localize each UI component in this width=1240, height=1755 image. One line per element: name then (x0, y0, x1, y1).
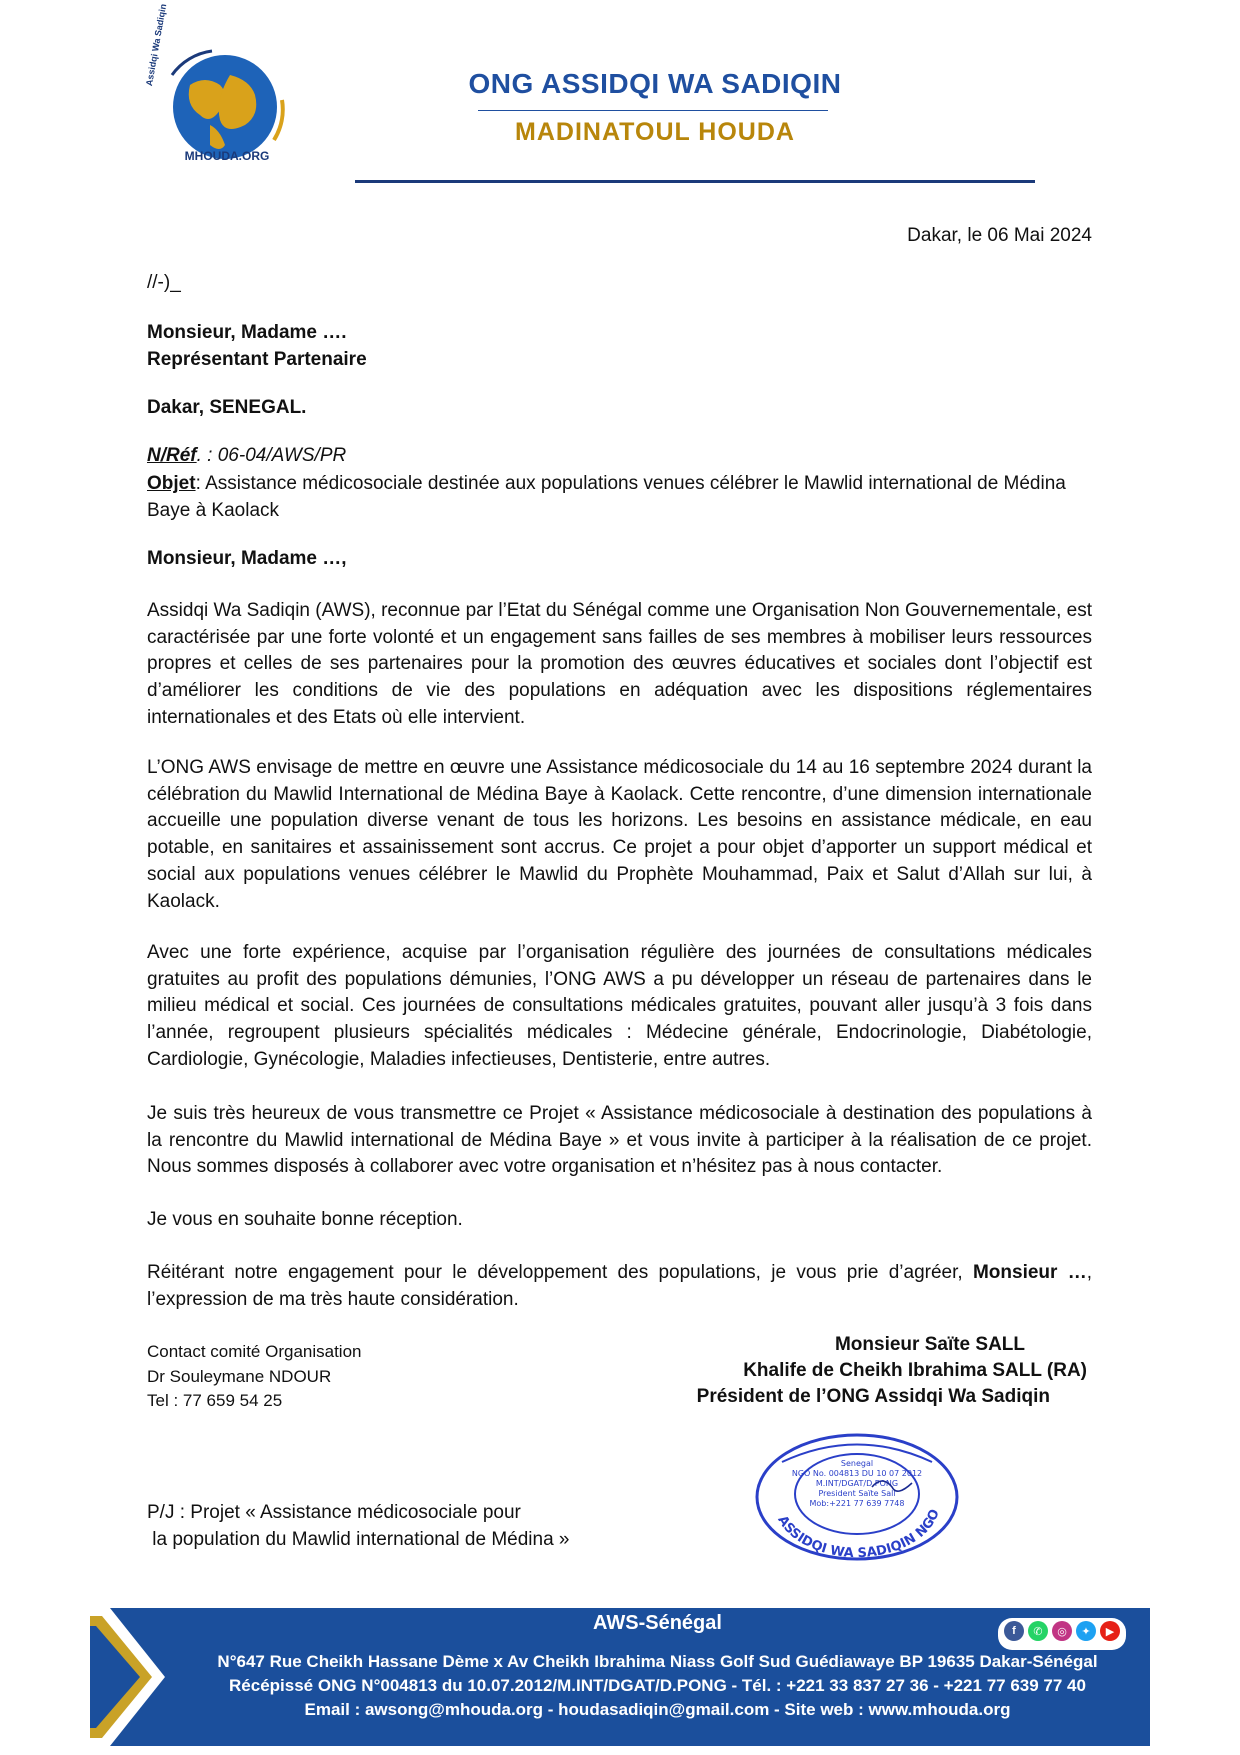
paragraph-invitation: Je suis très heureux de vous transmettre ce Projet « Assistance médicosociale à destination des populations à la rencontre du Mawlid international de Médina Baye » et vous invite à participer à la réalisation de ce projet. Nous sommes disposés à collaborer avec votre organisation et n’hésitez pas à nous contacter. (147, 1103, 1092, 1178)
attachment-line-2: la population du Mawlid international de Médina » (147, 1528, 570, 1550)
our-reference (147, 445, 346, 467)
footer-chevron (90, 1608, 165, 1746)
salutation: Monsieur, Madame …, (147, 548, 347, 569)
signature-block (640, 1332, 1090, 1410)
org-name-divider (478, 110, 828, 111)
subject-line (147, 471, 1092, 524)
stamp-line-3: M.INT/DGAT/D.PONG (815, 1479, 899, 1488)
footer-contacts: Email : awsong@mhouda.org - houdasadiqin@gmail.com - Site web : www.mhouda.org (304, 1700, 1011, 1719)
closing-text-a: Réitérant notre engagement pour le développement des populations, je vous prie d’agréer, (147, 1262, 973, 1283)
letter-date: Dakar, le 06 Mai 2024 (907, 225, 1092, 246)
contact-phone: Tel : 77 659 54 25 (147, 1391, 283, 1410)
paragraph-experience: Avec une forte expérience, acquise par l’organisation régulière des journées de consultations médicales gratuites au profit des populations démunies, l’ONG AWS a pu développer un réseau de partenaires dans le milieu médical et social. Ces journées de consultations médicales gratuites, pouvant aller jusqu’à 3 fois dans l’année, regroupent plusieurs spécialités médicales : Médecine générale, Endocrinologie, Diabétologie, Cardiologie, Gynécologie, Maladies infectieuses, Dentisterie, entre autres. (147, 942, 1092, 1070)
contact-block (147, 1340, 362, 1414)
official-stamp (752, 1432, 962, 1562)
paragraph-intro: Assidqi Wa Sadiqin (AWS), reconnue par l’Etat du Sénégal comme une Organisation Non Gouvernementale, est caractérisée par une forte volonté et un engagement sans failles de ses membres à mobiliser leurs ressources propres et celles de ses partenaires pour la promotion des œuvres éducatives et sociales dont l’objectif est d’améliorer les conditions de vie des populations en adéquation avec les dispositions réglementaires internationales et des Etats où elle intervient. (147, 600, 1092, 728)
footer-registration: Récépissé ONG N°004813 du 10.07.2012/M.INT/DGAT/D.PONG - Tél. : +221 33 837 27 36 - +221 77 639 77 40 (229, 1676, 1086, 1695)
social-icons (998, 1618, 1126, 1650)
stamp-line-1: Senegal (840, 1459, 874, 1468)
twitter-icon[interactable]: ✦ (1076, 1621, 1096, 1641)
facebook-icon[interactable]: f (1004, 1621, 1024, 1641)
recipient-title: Représentant Partenaire (147, 348, 367, 370)
stamp-line-4: President Saïte Sall (818, 1489, 896, 1498)
attachment-line-1: P/J : Projet « Assistance médicosociale pour (147, 1502, 521, 1523)
nref-label: N/Réf (147, 445, 197, 466)
reference-code: //-)_ (147, 272, 181, 293)
subject-text: : Assistance médicosociale destinée aux populations venues célébrer le Mawlid international de Médina Baye à Kaolack (147, 473, 1066, 521)
recipient-block (147, 320, 367, 373)
org-subtitle: MADINATOUL HOUDA (515, 118, 795, 146)
closing-addressee: Monsieur … (972, 1262, 1087, 1283)
stamp-line-2: NGO No. 004813 DU 10 07 2012 (791, 1469, 923, 1478)
nref-value: . : 06-04/AWS/PR (196, 445, 347, 466)
footer-address: N°647 Rue Cheikh Hassane Dème x Av Cheikh Ibrahima Niass Golf Sud Guédiawaye BP 19635 Dakar-Sénégal (217, 1652, 1098, 1671)
header-rule (355, 180, 1035, 183)
org-logo (144, 3, 300, 180)
recipient-city: Dakar, SENEGAL. (147, 397, 307, 418)
stamp-line-5: Mob:+221 77 639 7748 (809, 1499, 905, 1508)
instagram-icon[interactable]: ◎ (1052, 1621, 1072, 1641)
stamp-ring-text: ASSIDQI WA SADIQIN NGO (774, 1507, 943, 1562)
paragraph-project: L’ONG AWS envisage de mettre en œuvre une Assistance médicosociale du 14 au 16 septembre 2024 durant la célébration du Mawlid International de Médina Baye à Kaolack. Cette rencontre, d’une dimension internationale accueille une population diverse venant de tous les horizons. Les besoins en assistance médicale, en eau potable, en sanitaires et assainissement sont accrus. Ce projet a pour objet d’apporter un support médical et social aux populations venues célébrer le Mawlid du Prophète Mouhammad, Paix et Salut d’Allah sur lui, à Kaolack. (147, 757, 1092, 912)
footer-title: AWS-Sénégal (593, 1612, 722, 1634)
paragraph-reception: Je vous en souhaite bonne réception. (147, 1209, 463, 1230)
signer-name: Monsieur Saïte SALL (834, 1334, 1025, 1355)
subject-label: Objet (147, 473, 196, 494)
logo-bottom-text: MHOUDA.ORG (184, 149, 270, 163)
youtube-icon[interactable]: ▶ (1100, 1621, 1120, 1641)
contact-title: Contact comité Organisation (147, 1342, 362, 1361)
recipient-name: Monsieur, Madame …. (147, 322, 347, 343)
paragraph-closing (147, 1260, 1092, 1313)
logo-side-text: Assidqi Wa Sadiqin (144, 3, 169, 87)
whatsapp-icon[interactable]: ✆ (1028, 1621, 1048, 1641)
signer-title: Khalife de Cheikh Ibrahima SALL (RA) (743, 1360, 1087, 1381)
signer-role: Président de l’ONG Assidqi Wa Sadiqin (696, 1386, 1050, 1407)
closing-text-b: , l’expression de ma très haute considération. (147, 1262, 1092, 1310)
contact-name: Dr Souleymane NDOUR (147, 1366, 332, 1386)
org-name: ONG ASSIDQI WA SADIQIN (468, 68, 842, 99)
attachment-note (147, 1500, 570, 1553)
